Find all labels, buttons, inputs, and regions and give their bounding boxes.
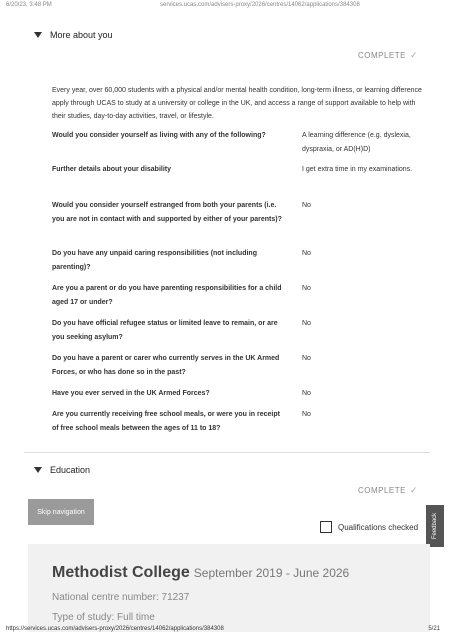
check-icon: ✓ xyxy=(409,485,418,495)
page-number: 5/21 xyxy=(428,626,440,632)
feedback-label: Feedback xyxy=(432,512,439,540)
section-toggle-education[interactable] xyxy=(34,465,90,475)
print-timestamp: 6/20/23, 3:48 PM xyxy=(6,2,52,8)
study-type: Type of study: Full time xyxy=(52,612,155,623)
answer: A learning difference (e.g. dyslexia, dyspraxia, or AD(H)D) xyxy=(302,132,411,153)
answer: No xyxy=(302,390,311,397)
collapse-triangle-icon xyxy=(34,32,42,38)
answer: I get extra time in my examinations. xyxy=(302,166,413,173)
answer: No xyxy=(302,202,311,209)
table-row xyxy=(52,387,422,401)
section-title: More about you xyxy=(50,30,113,40)
question: Have you ever served in the UK Armed Forces? xyxy=(52,390,210,397)
print-header-url: services.ucas.com/advisers-proxy/2026/centres/14062/applications/384308 xyxy=(160,2,360,8)
school-card xyxy=(28,544,430,632)
status-badge xyxy=(358,485,418,496)
qualifications-checkbox[interactable] xyxy=(320,521,418,533)
status-badge xyxy=(358,50,418,61)
check-icon: ✓ xyxy=(409,50,418,60)
question: Would you consider yourself estranged from both your parents (i.e. you are not in contact with and supported by either of your parents)? xyxy=(52,202,282,223)
skip-navigation-button[interactable]: Skip navigation xyxy=(28,499,94,525)
section-toggle-more-about-you[interactable] xyxy=(34,30,113,40)
question: Are you a parent or do you have parenting responsibilities for a child aged 17 or under? xyxy=(52,285,282,306)
section-title: Education xyxy=(50,465,91,475)
collapse-triangle-icon xyxy=(34,467,42,473)
table-row xyxy=(52,352,422,380)
centre-number: National centre number: 71237 xyxy=(52,592,190,603)
question: Do you have official refugee status or limited leave to remain, or are you seeking asylum? xyxy=(52,320,278,341)
checkbox-icon[interactable] xyxy=(320,521,332,533)
intro-text: Every year, over 60,000 students with a physical and/or mental health condition, long-term illness, or learning difference apply through UCAS to study at a university or college in the UK, and access a range of support available to help with their studies, day-to-day activities, travel, or lifestyle. xyxy=(52,87,422,120)
table-row xyxy=(52,129,422,157)
question: Would you consider yourself as living with any of the following? xyxy=(52,132,266,139)
answer: No xyxy=(302,411,311,418)
checkbox-label: Qualifications checked xyxy=(338,522,419,532)
question: Do you have any unpaid caring responsibilities (not including parenting)? xyxy=(52,250,257,271)
question: Do you have a parent or carer who currently serves in the UK Armed Forces, or who has done so in the past? xyxy=(52,355,280,376)
footer-url: https://services.ucas.com/advisers-proxy/2026/centres/14062/applications/384308 xyxy=(6,626,224,632)
answer: No xyxy=(302,320,311,327)
table-row xyxy=(52,282,422,310)
question: Further details about your disability xyxy=(52,166,172,173)
answer: No xyxy=(302,355,311,362)
table-row xyxy=(52,163,422,177)
school-dates: September 2019 - June 2026 xyxy=(193,566,350,580)
status-text: COMPLETE xyxy=(357,51,406,60)
table-row xyxy=(52,317,422,345)
table-row xyxy=(52,199,422,227)
answer: No xyxy=(302,285,311,292)
school-name: Methodist College xyxy=(52,564,190,581)
divider xyxy=(24,452,430,453)
school-title xyxy=(52,564,349,582)
status-text: COMPLETE xyxy=(357,486,406,495)
feedback-tab[interactable] xyxy=(426,505,444,547)
answer: No xyxy=(302,250,311,257)
table-row xyxy=(52,247,422,275)
table-row xyxy=(52,408,422,436)
question: Are you currently receiving free school meals, or were you in receipt of free school meals between the ages of 11 to 18? xyxy=(52,411,280,432)
